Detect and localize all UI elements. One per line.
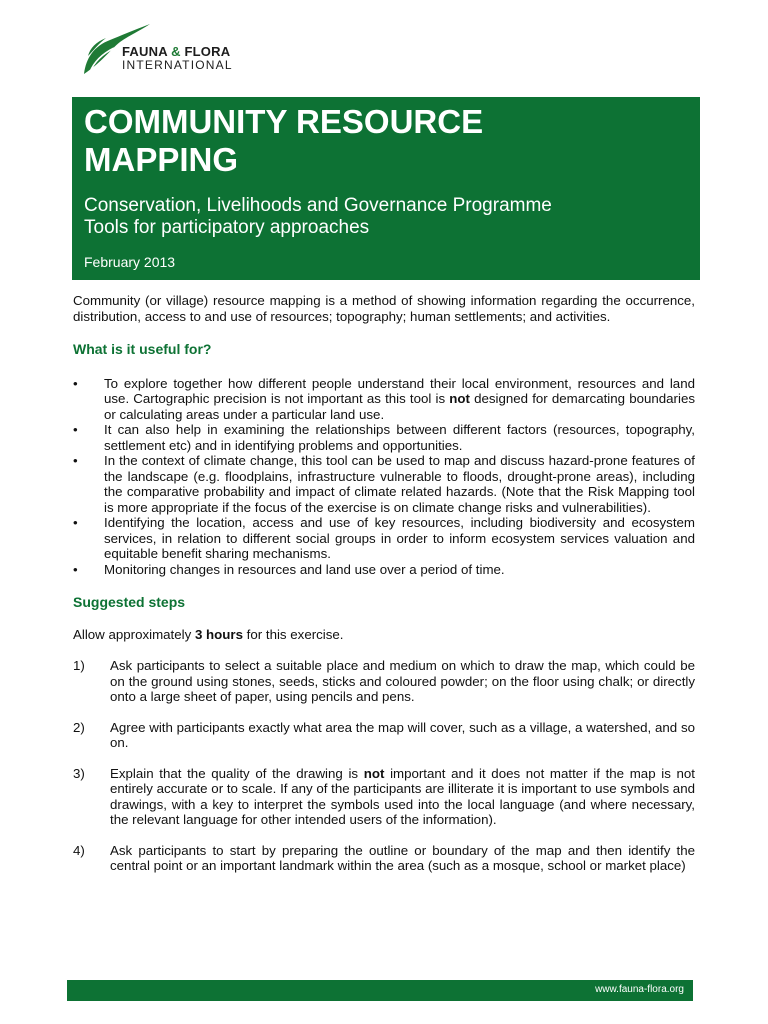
step-item: 1) Ask participants to select a suitable place and medium on which to draw the map, which could be on the ground using stones, seeds, sticks and coloured powder; on the floor using chalk; or directly onto a large sheet of paper, using pencils and pens.: [73, 658, 695, 704]
logo-subtitle: INTERNATIONAL: [122, 58, 233, 72]
title-banner: [72, 97, 700, 280]
step-item: 2) Agree with participants exactly what area the map will cover, such as a village, a watershed, and so on.: [73, 719, 695, 750]
logo: [80, 22, 280, 78]
publication-date: February 2013: [84, 254, 176, 270]
list-item: • In the context of climate change, this tool can be used to map and discuss hazard-prone features of the landscape (e.g. floodplains, infrastructure vulnerable to floods, drought-prone areas), including the comparative probability and impact of climate related hazards. (Note that the Risk Mapping tool is more appropriate if the focus of the exercise is on climate change risks and vulnerabilities).: [73, 453, 695, 515]
footer-url[interactable]: www.fauna-flora.org: [595, 984, 684, 995]
document-body: [73, 293, 695, 889]
list-item: • Monitoring changes in resources and land use over a period of time.: [73, 562, 695, 578]
page-subtitle: Conservation, Livelihoods and Governance Programme Tools for participatory approaches: [84, 195, 552, 238]
step-item: 3) Explain that the quality of the drawing is not important and it does not matter if the map is not entirely accurate or to scale. If any of the participants are illiterate it is important to use symbols and drawings, with a key to interpret the symbols used into the local language (and where necessary, the relevant language for other intended users of the information).: [73, 765, 695, 827]
section-heading-suggested-steps: Suggested steps: [73, 594, 186, 610]
list-item: • To explore together how different people understand their local environment, resources and land use. Cartographic precision is not important as this tool is not designed for demarcating boundaries or calculating areas under a particular land use.: [73, 376, 695, 423]
time-allowance: Allow approximately 3 hours for this exercise.: [73, 626, 344, 642]
step-item: 4) Ask participants to start by preparing the outline or boundary of the map and then identify the central point or an important landmark within the area (such as a mosque, school or market place): [73, 842, 695, 873]
list-item: • Identifying the location, access and use of key resources, including biodiversity and ecosystem services, in relation to different social groups in order to inform ecosystem services valuation and equitable benefit sharing mechanisms.: [73, 515, 695, 562]
list-item: • It can also help in examining the relationships between different factors (resources, topography, settlement etc) and in identifying problems and opportunities.: [73, 422, 695, 453]
section-heading-useful-for: What is it useful for?: [73, 341, 212, 357]
page-title: COMMUNITY RESOURCE MAPPING: [84, 103, 484, 178]
intro-paragraph: Community (or village) resource mapping is a method of showing information regarding the occurrence, distribution, access to and use of resources; topography; human settlements; and activities.: [73, 293, 695, 324]
footer-bar: [67, 980, 693, 1001]
logo-name: FAUNA & FLORA: [122, 44, 231, 59]
useful-for-list: [73, 376, 695, 578]
steps-list: [73, 658, 695, 874]
